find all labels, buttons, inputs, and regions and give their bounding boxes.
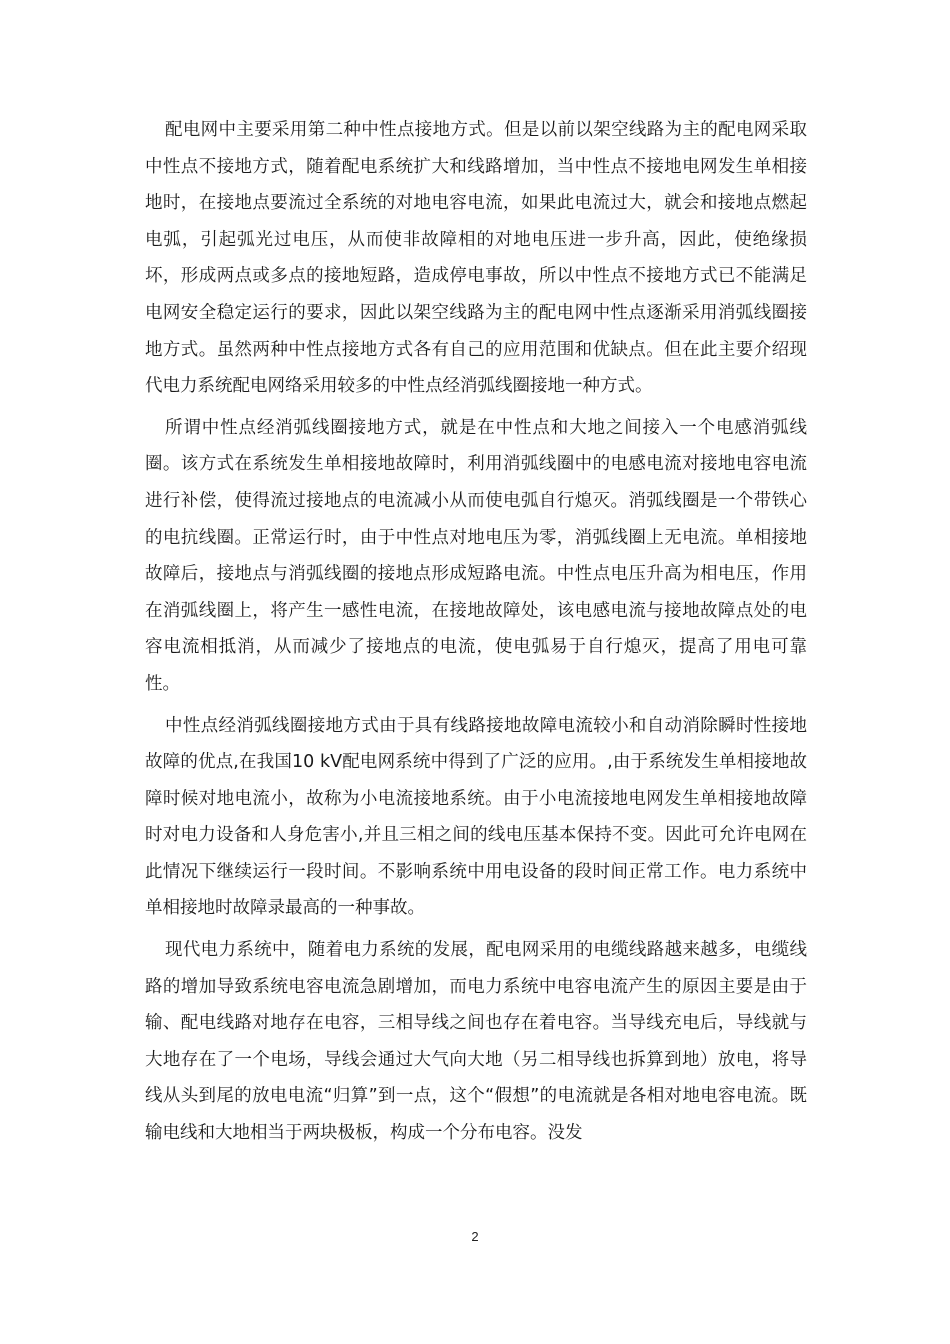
paragraph-3: 中性点经消弧线圈接地方式由于具有线路接地故障电流较小和自动消除瞬时性接地故障的优点,在我国10 kV配电网系统中得到了广泛的应用。,由于系统发生单相接地故障时候对地电流小，故称为小电流接地系统。由于小电流接地电网发生单相接地故障时对电力设备和人身危害小,并且三相之间的线电压基本保持不变。因此可允许电网在此情况下继续运行一段时间。不影响系统中用电设备的段时间正常工作。电力系统中单相接地时故障录最高的一种事故。 — [145, 715, 807, 919]
paragraph-2: 所谓中性点经消弧线圈接地方式，就是在中性点和大地之间接入一个电感消弧线圈。该方式在系统发生单相接地故障时，利用消弧线圈中的电感电流对接地电容电流进行补偿，使得流过接地点的电流减小从而使电弧自行熄灭。消弧线圈是一个带铁心的电抗线圈。正常运行时，由于中性点对地电压为零，消弧线圈上无电流。单相接地故障后，接地点与消弧线圈的接地点形成短路电流。中性点电压升高为相电压，作用在消弧线圈上，将产生一感性电流，在接地故障处，该电感电流与接地故障点处的电容电流相抵消，从而减少了接地点的电流，使电弧易于自行熄灭，提高了用电可靠性。 — [145, 417, 807, 694]
paragraph-4: 现代电力系统中，随着电力系统的发展，配电网采用的电缆线路越来越多，电缆线路的增加导致系统电容电流急剧增加，而电力系统中电容电流产生的原因主要是由于输、配电线路对地存在电容，三相导线之间也存在着电容。当导线充电后，导线就与大地存在了一个电场，导线会通过大气向大地（另二相导线也拆算到地）放电，将导线从头到尾的放电电流“归算”到一点，这个“假想”的电流就是各相对地电容电流。既输电线和大地相当于两块极板，构成一个分布电容。没发 — [145, 940, 807, 1144]
page-number: 2 — [471, 1229, 479, 1244]
paragraph-1: 配电网中主要采用第二种中性点接地方式。但是以前以架空线路为主的配电网采取中性点不接地方式，随着配电系统扩大和线路增加，当中性点不接地电网发生单相接地时，在接地点要流过全系统的对地电容电流，如果此电流过大，就会和接地点燃起电弧，引起弧光过电压，从而使非故障相的对地电压进一步升高，因此，使绝缘损坏，形成两点或多点的接地短路，造成停电事故，所以中性点不接地方式已不能满足电网安全稳定运行的要求，因此以架空线路为主的配电网中性点逐渐采用消弧线圈接地方式。虽然两种中性点接地方式各有自己的应用范围和优缺点。但在此主要介绍现代电力系统配电网络采用较多的中性点经消弧线圈接地一种方式。 — [145, 120, 807, 397]
document-body — [145, 112, 807, 1157]
